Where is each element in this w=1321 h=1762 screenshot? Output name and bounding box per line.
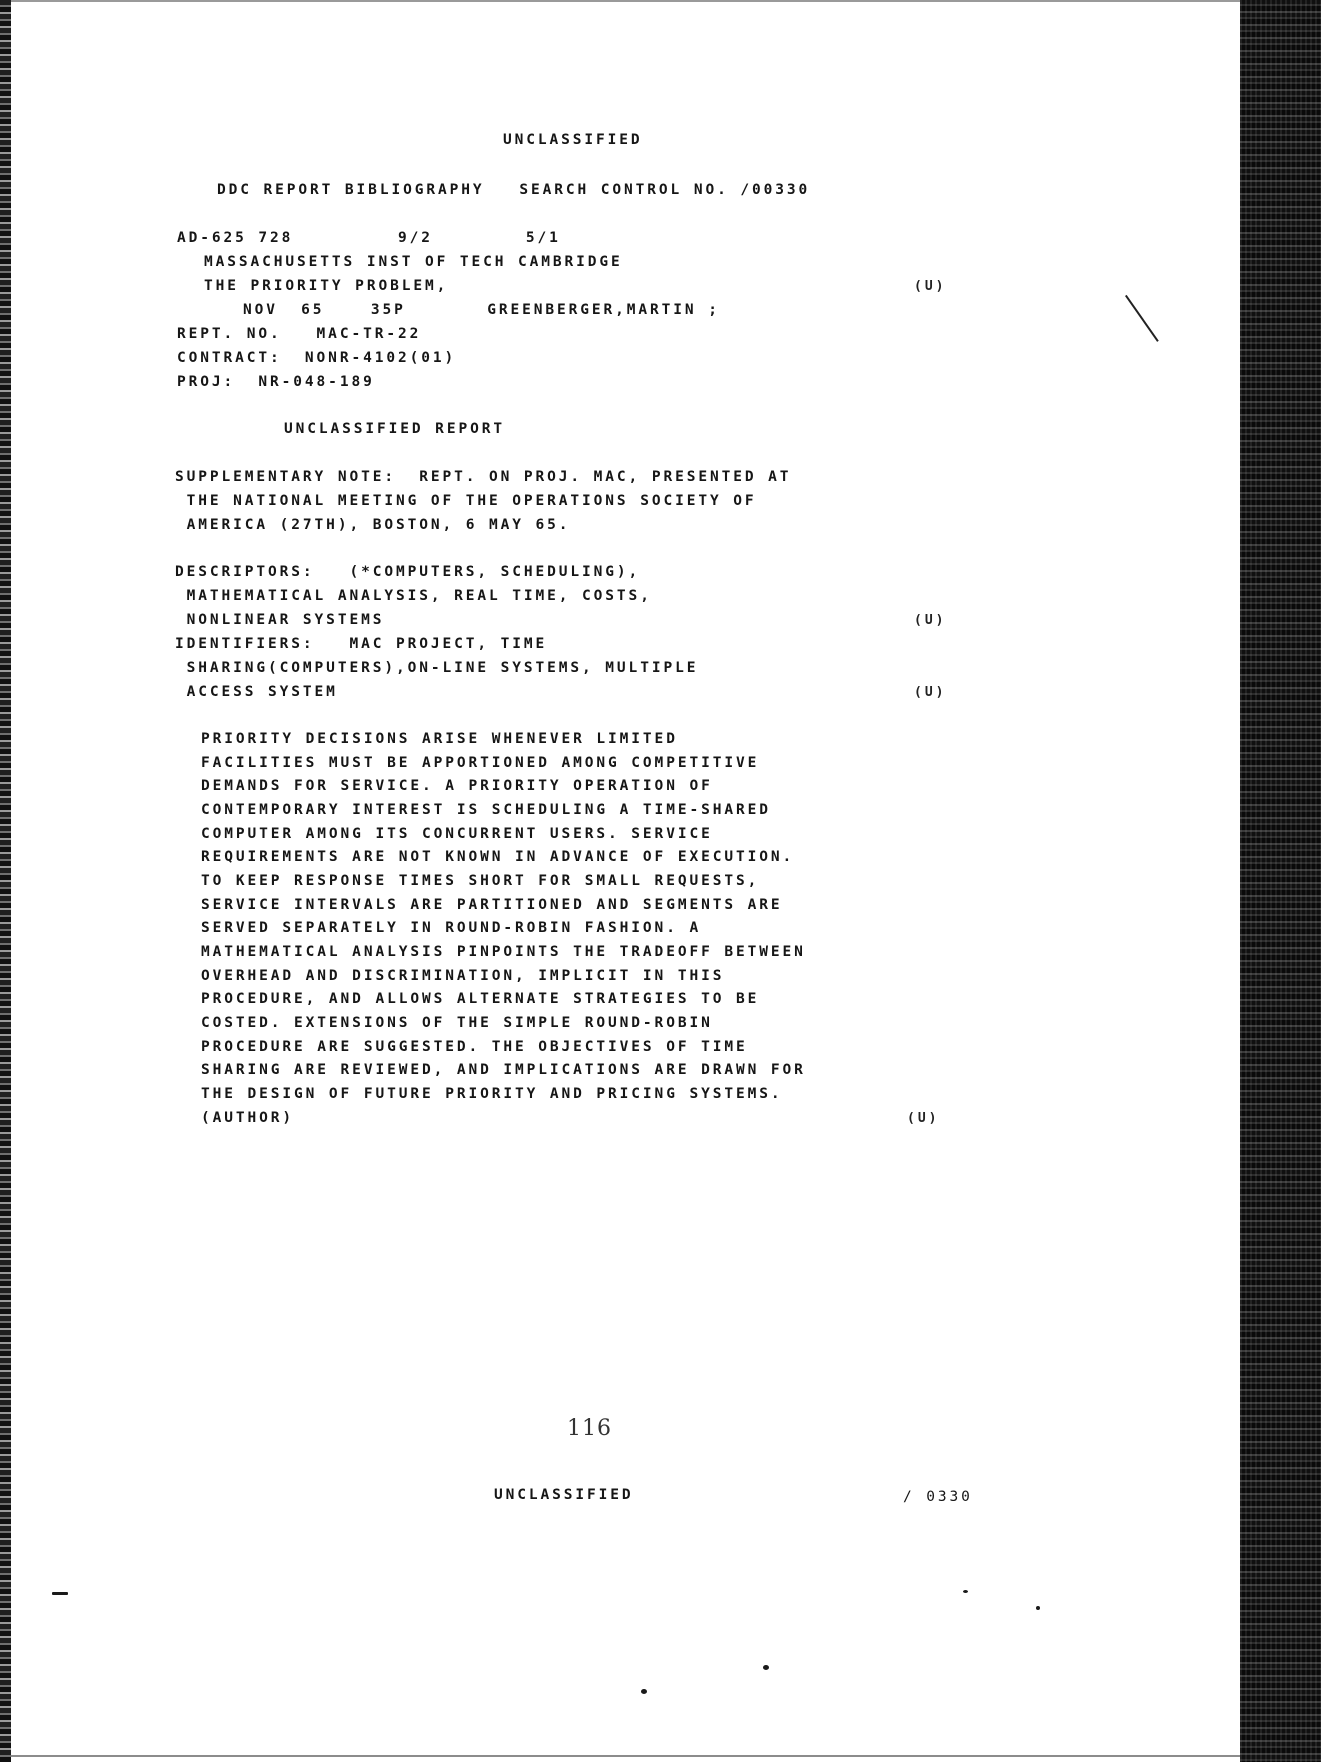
scan-edge-right xyxy=(1240,0,1321,1762)
report-number: REPT. NO. MAC-TR-22 xyxy=(177,326,422,342)
abstract-classification-flag: (U) xyxy=(907,1111,940,1126)
page-border-bottom xyxy=(0,1755,1240,1757)
abstract-line: COMPUTER AMONG ITS CONCURRENT USERS. SERVICE xyxy=(201,826,713,842)
descriptors-line: NONLINEAR SYSTEMS xyxy=(175,612,385,628)
project-number: PROJ: NR-048-189 xyxy=(177,374,375,390)
scan-edge-left xyxy=(0,0,11,1762)
abstract-line: (AUTHOR) xyxy=(201,1110,295,1126)
scan-speck xyxy=(763,1665,769,1670)
classification-footer: UNCLASSIFIED xyxy=(494,1487,634,1503)
abstract-line: COSTED. EXTENSIONS OF THE SIMPLE ROUND-ROBIN xyxy=(201,1015,713,1031)
abstract-line: CONTEMPORARY INTEREST IS SCHEDULING A TIME-SHARED xyxy=(201,802,771,818)
supplementary-note-line: AMERICA (27TH), BOSTON, 6 MAY 65. xyxy=(175,517,571,533)
page-border-top xyxy=(0,0,1321,2)
bibliography-title: DDC REPORT BIBLIOGRAPHY SEARCH CONTROL NO. /00330 xyxy=(217,182,811,198)
abstract-line: SHARING ARE REVIEWED, AND IMPLICATIONS ARE DRAWN FOR xyxy=(201,1062,806,1078)
abstract-line: PRIORITY DECISIONS ARISE WHENEVER LIMITED xyxy=(201,731,678,747)
supplementary-note-line: SUPPLEMENTARY NOTE: REPT. ON PROJ. MAC, PRESENTED AT xyxy=(175,469,792,485)
abstract-line: FACILITIES MUST BE APPORTIONED AMONG COMPETITIVE xyxy=(201,755,760,771)
report-classification: UNCLASSIFIED REPORT xyxy=(284,421,505,437)
descriptors-line: DESCRIPTORS: (*COMPUTERS, SCHEDULING), xyxy=(175,564,641,580)
descriptors-classification-flag: (U) xyxy=(914,613,947,628)
identifiers-classification-flag: (U) xyxy=(914,685,947,700)
date-author-line: NOV 65 35P GREENBERGER,MARTIN ; xyxy=(243,302,720,318)
scan-speck xyxy=(641,1689,647,1694)
identifiers-line: IDENTIFIERS: MAC PROJECT, TIME xyxy=(175,636,548,652)
report-title: THE PRIORITY PROBLEM, xyxy=(204,278,449,294)
footer-control-number: / 0330 xyxy=(903,1489,973,1505)
classification-header: UNCLASSIFIED xyxy=(503,132,643,148)
page-number: 116 xyxy=(567,1416,612,1441)
abstract-line: SERVED SEPARATELY IN ROUND-ROBIN FASHION. A xyxy=(201,920,702,936)
identifiers-line: SHARING(COMPUTERS),ON-LINE SYSTEMS, MULTIPLE xyxy=(175,660,699,676)
abstract-line: SERVICE INTERVALS ARE PARTITIONED AND SEGMENTS ARE xyxy=(201,897,783,913)
abstract-line: THE DESIGN OF FUTURE PRIORITY AND PRICING SYSTEMS. xyxy=(201,1086,783,1102)
stray-pen-mark xyxy=(1125,295,1159,342)
contract-number: CONTRACT: NONR-4102(01) xyxy=(177,350,457,366)
ad-number-line: AD-625 728 9/2 5/1 xyxy=(177,230,561,246)
abstract-line: PROCEDURE ARE SUGGESTED. THE OBJECTIVES OF TIME xyxy=(201,1039,748,1055)
abstract-line: TO KEEP RESPONSE TIMES SHORT FOR SMALL REQUESTS, xyxy=(201,873,760,889)
identifiers-line: ACCESS SYSTEM xyxy=(175,684,338,700)
supplementary-note-line: THE NATIONAL MEETING OF THE OPERATIONS SOCIETY OF xyxy=(175,493,757,509)
abstract-line: DEMANDS FOR SERVICE. A PRIORITY OPERATION OF xyxy=(201,778,713,794)
abstract-line: OVERHEAD AND DISCRIMINATION, IMPLICIT IN THIS xyxy=(201,968,725,984)
scan-speck xyxy=(1036,1606,1040,1610)
abstract-line: MATHEMATICAL ANALYSIS PINPOINTS THE TRADEOFF BETWEEN xyxy=(201,944,806,960)
abstract-line: REQUIREMENTS ARE NOT KNOWN IN ADVANCE OF EXECUTION. xyxy=(201,849,795,865)
source-institution: MASSACHUSETTS INST OF TECH CAMBRIDGE xyxy=(204,254,623,270)
descriptors-line: MATHEMATICAL ANALYSIS, REAL TIME, COSTS, xyxy=(175,588,652,604)
scan-speck xyxy=(963,1590,968,1593)
scan-speck xyxy=(52,1592,68,1595)
abstract-line: PROCEDURE, AND ALLOWS ALTERNATE STRATEGIES TO BE xyxy=(201,991,760,1007)
title-classification-flag: (U) xyxy=(914,279,947,294)
